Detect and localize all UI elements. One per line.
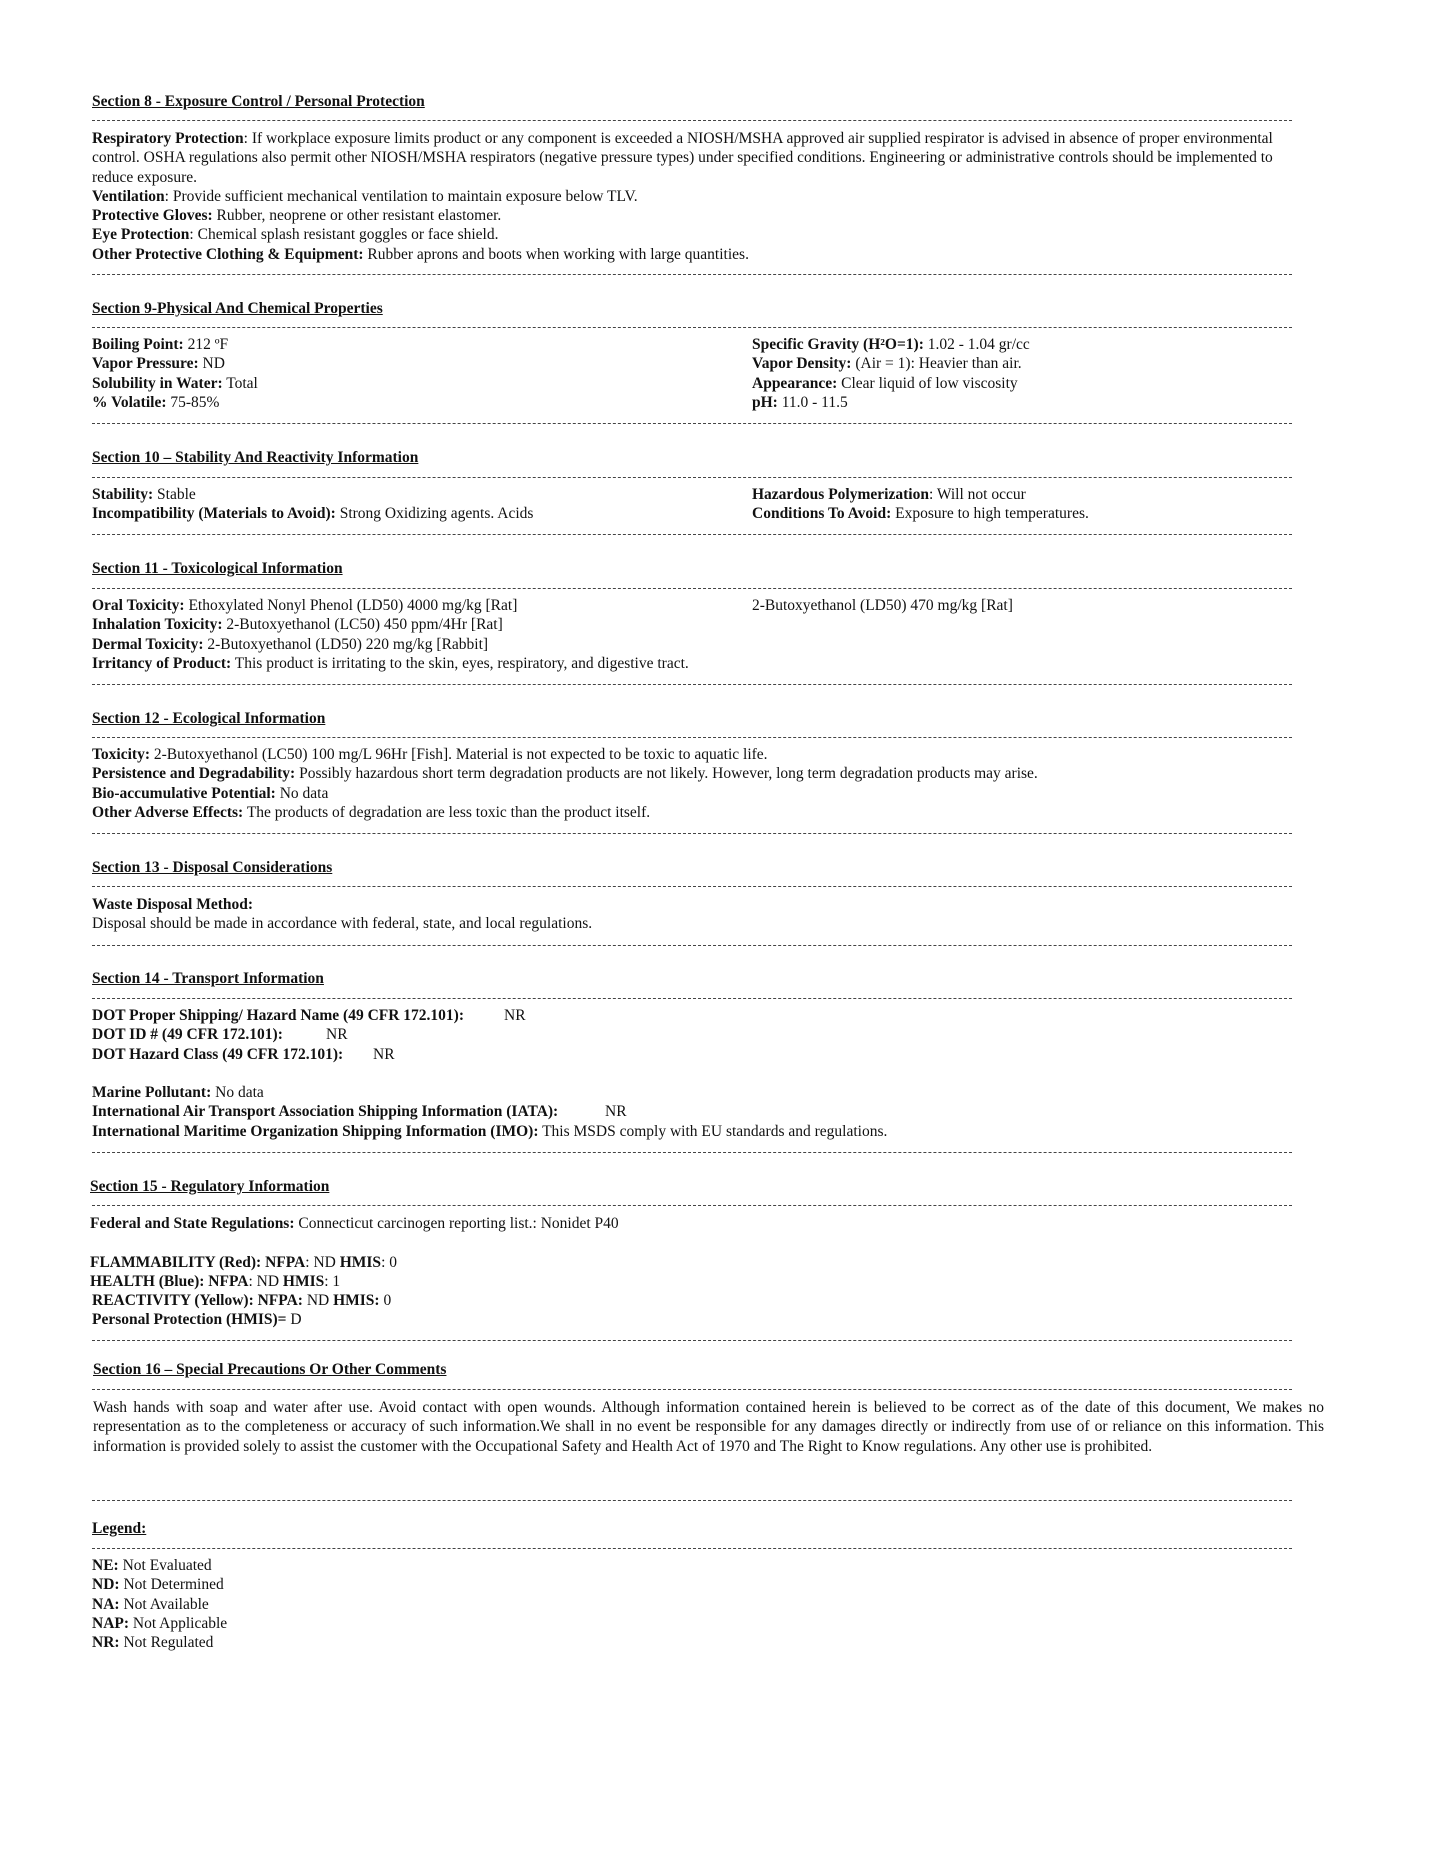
boiling-point-label: Boiling Point: [92,336,184,353]
vapor-pressure-value: ND [198,355,225,373]
dot-shipping-name [92,1006,1292,1025]
volatile-label: % Volatile: [92,393,167,411]
solubility-label: Solubility in Water: [92,374,223,392]
irritancy-value: This product is irritating to the skin, eyes, respiratory, and digestive tract. [231,654,689,672]
marine-pollutant [92,1083,1292,1102]
section-10-title: Section 10 – Stability And Reactivity Information [92,449,419,466]
specific-gravity-value: 1.02 - 1.04 gr/cc [923,336,1030,353]
divider [92,833,1292,834]
irritancy [92,654,1292,673]
inhalation-toxicity [92,615,1292,634]
dot-id-value: NR [326,1026,348,1044]
legend-meaning: Not Evaluated [118,1557,212,1574]
divider [92,1340,1292,1341]
legend-meaning: Not Applicable [129,1614,228,1632]
personal-protection-value: D [286,1311,302,1329]
waste-disposal-heading: Waste Disposal Method: [92,896,254,913]
federal-value: Connecticut carcinogen reporting list.: Nonidet P40 [294,1215,619,1232]
health-nfpa: : ND [248,1272,283,1290]
adverse-effects [92,803,1292,822]
health-hmis: : 1 [324,1272,341,1290]
waste-disposal-label [92,895,1292,914]
adverse-effects-label: Other Adverse Effects: [92,803,244,821]
dot-id [92,1025,1292,1044]
other-protective-label: Other Protective Clothing & Equipment: [92,245,364,263]
section-14-body [92,1006,1292,1141]
ph [752,393,848,412]
legend-meaning: Not Available [119,1595,209,1613]
ph-value: 11.0 - 11.5 [777,393,848,411]
spacer [92,1064,1292,1083]
eye-protection-label: Eye Protection [92,226,190,244]
flammability-hmis-label: HMIS [339,1253,382,1271]
health-hmis-label: HMIS [282,1272,325,1290]
imo-label: International Maritime Organization Shipping Information (IMO): [92,1122,539,1140]
eye-protection-text: : Chemical splash resistant goggles or face shield. [189,226,499,244]
ph-label: pH: [752,393,778,411]
property-row [92,374,1292,393]
eye-protection [92,225,1292,244]
hazardous-polymerization [752,485,1026,504]
iata-label: International Air Transport Association Shipping Information (IATA): [92,1103,559,1121]
divider [92,274,1292,275]
section-10-body [92,485,1292,524]
oral-toxicity-label: Oral Toxicity: [92,597,185,614]
section-14-title: Section 14 - Transport Information [92,970,324,987]
dot-shipping-name-label: DOT Proper Shipping/ Hazard Name (49 CFR 172.101): [92,1007,465,1024]
flammability-label: FLAMMABILITY (Red): NFPA [90,1253,306,1271]
conditions-label: Conditions To Avoid: [752,505,892,523]
personal-protection-label: Personal Protection (HMIS)= [92,1311,287,1329]
other-protective-equipment [92,245,1292,264]
persistence [92,764,1292,783]
legend-item [92,1633,1292,1652]
dot-id-label: DOT ID # (49 CFR 172.101): [92,1026,283,1044]
personal-protection [90,1310,1290,1329]
bio-accumulative [92,784,1292,803]
legend-list [92,1556,1292,1652]
divider [92,684,1292,685]
property-row [92,504,1292,523]
section-16-title: Section 16 – Special Precautions Or Other Comments [93,1361,447,1378]
reactivity-label: REACTIVITY (Yellow): NFPA: [92,1292,303,1310]
legend-item [92,1595,1292,1614]
flammability-hmis: : 0 [381,1253,397,1271]
respiratory-protection [92,129,1292,187]
divider [92,423,1292,424]
legend-abbr: NE: [92,1557,119,1574]
section-13-title: Section 13 - Disposal Considerations [92,859,333,876]
ventilation-text: : Provide sufficient mechanical ventilation to maintain exposure below TLV. [164,187,638,205]
bio-accumulative-label: Bio-accumulative Potential: [92,784,276,802]
iata-value: NR [605,1103,627,1121]
divider [92,1548,1292,1549]
eco-toxicity [92,745,1292,764]
conditions-value: Exposure to high temperatures. [891,505,1089,523]
property-row [92,354,1292,373]
divider [92,327,1292,328]
legend-abbr: NA: [92,1595,120,1613]
conditions-to-avoid [752,504,1089,523]
section-12-body [92,745,1292,822]
vapor-density-value: (Air = 1): Heavier than air. [851,355,1022,373]
legend-meaning: Not Regulated [119,1634,214,1652]
section-8-body [92,129,1292,264]
vapor-density [752,354,1022,373]
dermal-toxicity [92,635,1292,654]
section-11-body [92,596,1292,673]
protective-gloves-label: Protective Gloves: [92,207,213,225]
irritancy-label: Irritancy of Product: [92,654,232,672]
specific-gravity-label: Specific Gravity (H²O=1): [752,336,924,353]
federal-state-regulations [90,1214,1290,1233]
legend-meaning: Not Determined [119,1576,224,1594]
divider [92,1389,1292,1390]
divider [92,120,1292,121]
reactivity-rating [90,1291,1290,1310]
property-row [92,485,1292,504]
legend-title: Legend: [92,1520,147,1537]
ventilation-label: Ventilation [92,187,165,205]
polymerization-value: : Will not occur [928,486,1026,503]
section-12-title: Section 12 - Ecological Information [92,710,326,727]
dot-hazard-class-value: NR [373,1045,395,1063]
federal-label: Federal and State Regulations: [90,1215,295,1232]
divider [92,998,1292,999]
marine-pollutant-value: No data [211,1084,264,1102]
divider [92,886,1292,887]
property-row [92,393,1292,412]
oral-toxicity-value-2: 2-Butoxyethanol (LD50) 470 mg/kg [Rat] [752,597,1013,614]
dot-hazard-class [92,1045,1292,1064]
polymerization-label: Hazardous Polymerization [752,486,929,503]
divider [92,534,1292,535]
divider [92,737,1292,738]
imo-info [92,1122,1292,1141]
oral-toxicity [92,596,1292,615]
legend-abbr: NR: [92,1634,120,1652]
legend-item [92,1614,1292,1633]
dot-shipping-name-value: NR [504,1007,526,1024]
volatile-value: 75-85% [166,393,220,411]
respiratory-protection-label: Respiratory Protection [92,130,244,147]
imo-value: This MSDS comply with EU standards and regulations. [538,1122,888,1140]
incompatibility-value: Strong Oxidizing agents. Acids [335,505,534,523]
persistence-label: Persistence and Degradability: [92,765,296,783]
section-15-body [90,1214,1290,1330]
divider [92,1500,1292,1501]
divider [92,477,1292,478]
section-13-body [92,895,1292,934]
section-9-title: Section 9-Physical And Chemical Properties [92,300,383,317]
reactivity-nfpa: ND [302,1292,334,1310]
divider [92,1205,1292,1206]
appearance-label: Appearance: [752,374,838,392]
oral-toxicity-value: Ethoxylated Nonyl Phenol (LD50) 4000 mg/kg [Rat] [184,597,518,614]
flammability-rating [90,1253,1290,1272]
specific-gravity [752,335,1030,354]
vapor-pressure-label: Vapor Pressure: [92,355,199,373]
divider [92,588,1292,589]
bio-accumulative-value: No data [275,784,329,802]
appearance [752,374,1018,393]
boiling-point-value: 212 ºF [183,336,229,353]
eco-toxicity-value: 2-Butoxyethanol (LC50) 100 mg/L 96Hr [Fish]. Material is not expected to be toxic to aquatic life. [149,746,768,763]
section-8-title: Section 8 - Exposure Control / Personal Protection [92,93,425,110]
health-label: HEALTH (Blue): NFPA [90,1272,249,1290]
property-row [92,335,1292,354]
reactivity-hmis: 0 [379,1292,392,1310]
other-protective-text: Rubber aprons and boots when working with large quantities. [363,245,749,263]
flammability-nfpa: : ND [305,1253,340,1271]
protective-gloves [92,206,1292,225]
ventilation [92,187,1292,206]
divider [92,1152,1292,1153]
eco-toxicity-label: Toxicity: [92,746,150,763]
dermal-label: Dermal Toxicity: [92,635,204,653]
inhalation-value: 2-Butoxyethanol (LC50) 450 ppm/4Hr [Rat] [222,616,503,634]
spacer [90,1233,1290,1252]
inhalation-label: Inhalation Toxicity: [92,616,223,634]
appearance-value: Clear liquid of low viscosity [837,374,1018,392]
section-9-body [92,335,1292,412]
section-15-title: Section 15 - Regulatory Information [90,1178,330,1195]
stability-value: Stable [153,486,196,503]
stability-label: Stability: [92,486,154,503]
legend-item [92,1575,1292,1594]
vapor-density-label: Vapor Density: [752,355,852,373]
section-11-title: Section 11 - Toxicological Information [92,560,343,577]
health-rating [90,1272,1290,1291]
special-precautions-text: Wash hands with soap and water after use. Avoid contact with open wounds. Although information contained herein is believed to be correct as of the date of this document, We makes no representation as to the completeness or accuracy of such information.We shall in no event be responsible for any damages directly or indirectly from use of or reliance on this information. This information is provided solely to assist the customer with the Occupational Safety and Health Act of 1970 and The Right to Know regulations. Any other use is prohibited. [93,1399,1324,1455]
dermal-value: 2-Butoxyethanol (LD50) 220 mg/kg [Rabbit] [203,635,489,653]
adverse-effects-value: The products of degradation are less toxic than the product itself. [243,803,651,821]
waste-disposal-text: Disposal should be made in accordance with federal, state, and local regulations. [92,915,593,933]
solubility-value: Total [222,374,258,392]
divider [92,945,1292,946]
marine-pollutant-label: Marine Pollutant: [92,1084,212,1102]
persistence-value: Possibly hazardous short term degradation products are not likely. However, long term degradation products may arise. [295,765,1038,783]
respiratory-protection-text: : If workplace exposure limits product or any component is exceeded a NIOSH/MSHA approved air supplied respirator is advised in absence of proper environmental control. OSHA regulations also permit other NIOSH/MSHA respirators (negative pressure types) under specified conditions. Engineering or administrative controls should be implemented to reduce exposure. [92,130,1273,186]
legend-item [92,1556,1292,1575]
reactivity-hmis-label: HMIS: [333,1292,380,1310]
legend-abbr: ND: [92,1576,120,1594]
iata-info [92,1102,1292,1121]
dot-hazard-class-label: DOT Hazard Class (49 CFR 172.101): [92,1045,344,1063]
incompatibility-label: Incompatibility (Materials to Avoid): [92,505,336,523]
protective-gloves-text: Rubber, neoprene or other resistant elastomer. [212,207,502,225]
legend-abbr: NAP: [92,1614,130,1632]
